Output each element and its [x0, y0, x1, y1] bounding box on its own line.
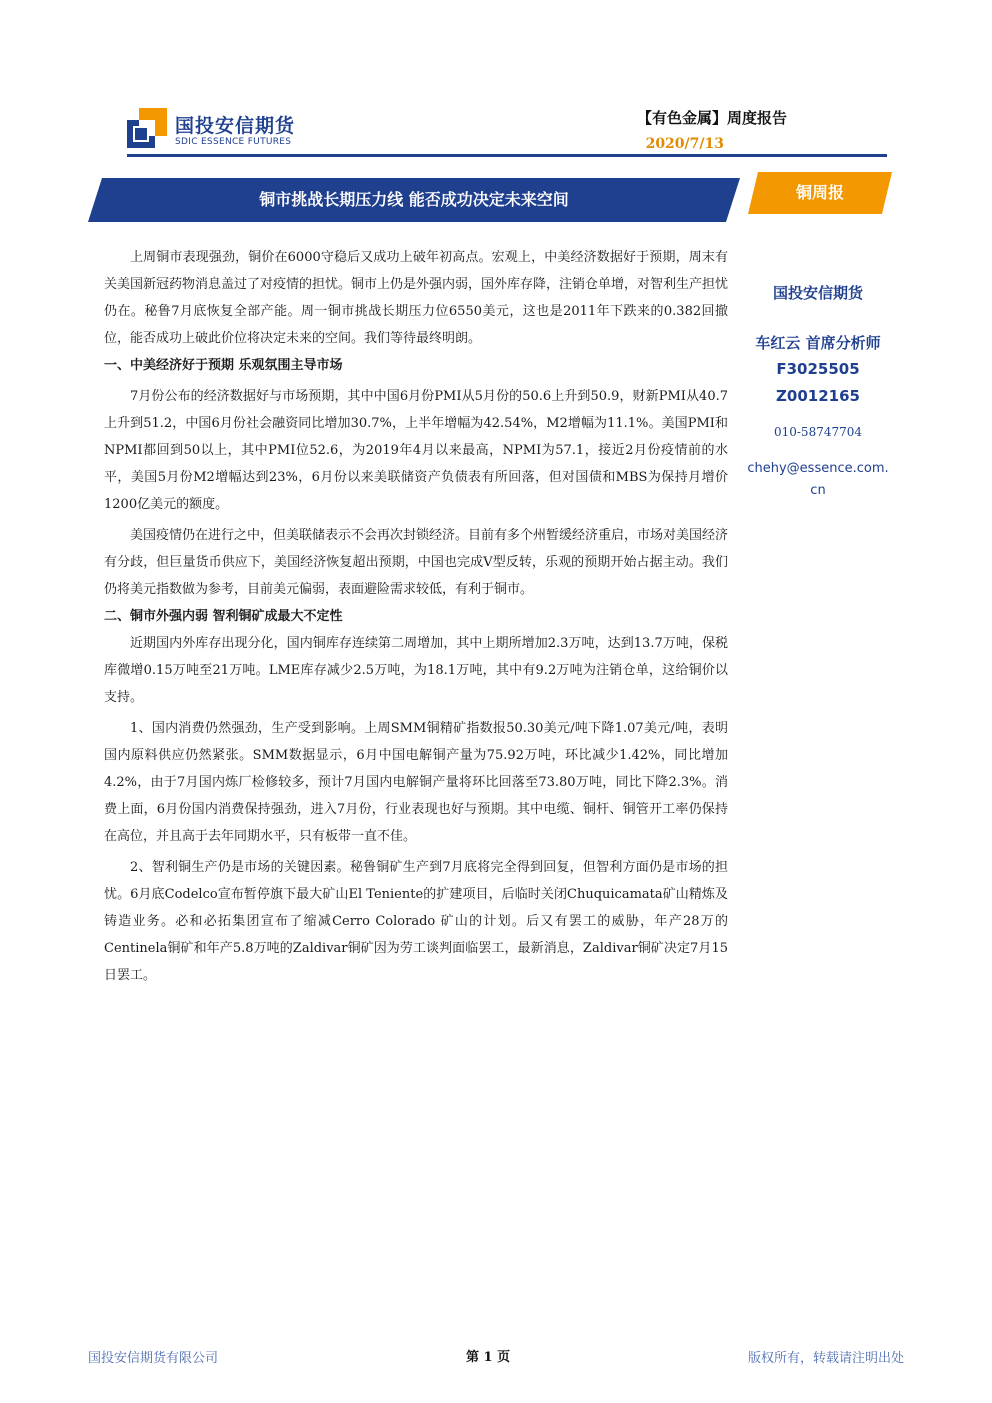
title-banner — [88, 178, 740, 222]
report-title: 铜市挑战长期压力线 能否成功决定未来空间 — [259, 190, 569, 209]
footer-copyright: 版权所有，转载请注明出处 — [747, 1351, 904, 1366]
section2-heading: 二、铜市外强内弱 智利铜矿成最大不定性 — [104, 609, 343, 624]
footer-company: 国投安信期货有限公司 — [88, 1351, 219, 1366]
section2-paragraph-3: 2、智利铜生产仍是市场的关键因素。秘鲁铜矿生产到7月底将完全得到回复，但智利方面仍是市场的担忧。6月底Codelco宣布暂停旗下最大矿山El Teniente的扩建项目，后临时关闭Chuquicamata矿山精炼及铸造业务。必和必拓集团宣布了缩减Cerro Colorado 矿山的计划。后又有罢工的威胁，年产28万的Centinela铜矿和年产5.8万吨的Zaldivar铜矿因为劳工谈判面临罢工，最新消息，Zaldivar铜矿决定7月15日罢工。 — [104, 860, 728, 983]
analyst-cert-1: F3025505 — [776, 360, 860, 378]
intro-paragraph: 上周铜市表现强劲，铜价在6000守稳后又成功上破年初高点。宏观上，中美经济数据好于预期，周末有关美国新冠药物消息盖过了对疫情的担忧。铜市上仍是外强内弱，国外库存降，注销仓单增，对智利生产担忧仍在。秘鲁7月底恢复全部产能。周一铜市挑战长期压力位6550美元，这也是2011年下跌来的0.382回撤位，能否成功上破此价位将决定未来的空间。我们等待最终明朗。 — [104, 250, 729, 346]
analyst-name: 车红云 首席分析师 — [755, 334, 881, 352]
company-logo — [127, 108, 297, 154]
logo-text-cn: 国投安信期货 — [175, 115, 296, 137]
logo-mark-icon — [127, 108, 167, 148]
header-divider — [127, 154, 887, 157]
analyst-sidebar — [742, 280, 894, 502]
analyst-email[interactable]: chehy@essence.com.cn — [747, 461, 889, 498]
analyst-cert-2: Z0012165 — [776, 387, 860, 405]
section1-paragraph-2: 美国疫情仍在进行之中，但美联储表示不会再次封锁经济。目前有多个州暂缓经济重启，市场对美国经济有分歧，但巨量货币供应下，美国经济恢复超出预期，中国也完成V型反转，乐观的预期开始占据主动。我们仍将美元指数做为参考，目前美元偏弱，表面避险需求较低，有利于铜市。 — [104, 528, 729, 597]
section1-heading: 一、中美经济好于预期 乐观氛围主导市场 — [104, 358, 343, 373]
report-body — [104, 244, 728, 989]
section2-paragraph-1: 近期国内外库存出现分化，国内铜库存连续第二周增加，其中上期所增加2.3万吨，达到13.7万吨，保税库微增0.15万吨至21万吨。LME库存减少2.5万吨，为18.1万吨，其中有9.2万吨为注销仓单，这给铜价以支持。 — [104, 636, 728, 705]
sidebar-company: 国投安信期货 — [772, 284, 863, 302]
category-tag — [748, 172, 892, 214]
page-number: 第 1 页 — [466, 1350, 511, 1365]
analyst-phone: 010-58747704 — [773, 425, 863, 439]
category-tag-label: 铜周报 — [795, 183, 844, 202]
report-date: 2020/7/13 — [645, 136, 724, 152]
report-type: 【有色金属】周度报告 — [636, 109, 787, 127]
section2-paragraph-2: 1、国内消费仍然强劲，生产受到影响。上周SMM铜精矿指数报50.30美元/吨下降1.07美元/吨，表明国内原料供应仍然紧张。SMM数据显示，6月中国电解铜产量为75.92万吨，环比减少1.42%，同比增加4.2%，由于7月国内炼厂检修较多，预计7月国内电解铜产量将环比回落至73.80万吨，同比下降2.3%。消费上面，6月份国内消费保持强劲，进入7月份，行业表现也好与预期。其中电缆、铜杆、铜管开工率仍保持在高位，并且高于去年同期水平，只有板带一直不佳。 — [104, 721, 728, 844]
section1-paragraph-1: 7月份公布的经济数据好与市场预期，其中中国6月份PMI从5月份的50.6上升到50.9，财新PMI从40.7上升到51.2，中国6月份社会融资同比增加30.7%，上半年增幅为42.54%，M2增幅为11.1%。美国PMI和NPMI都回到50以上，其中PMI位52.6，为2019年4月以来最高，NPMI为57.1，接近2月份疫情前的水平，美国5月份M2增幅达到23%，6月份以来美联储资产负债表有所回落，但对国债和MBS为保持月增价1200亿美元的额度。 — [104, 389, 728, 512]
logo-text-en: SDIC ESSENCE FUTURES — [175, 137, 292, 147]
